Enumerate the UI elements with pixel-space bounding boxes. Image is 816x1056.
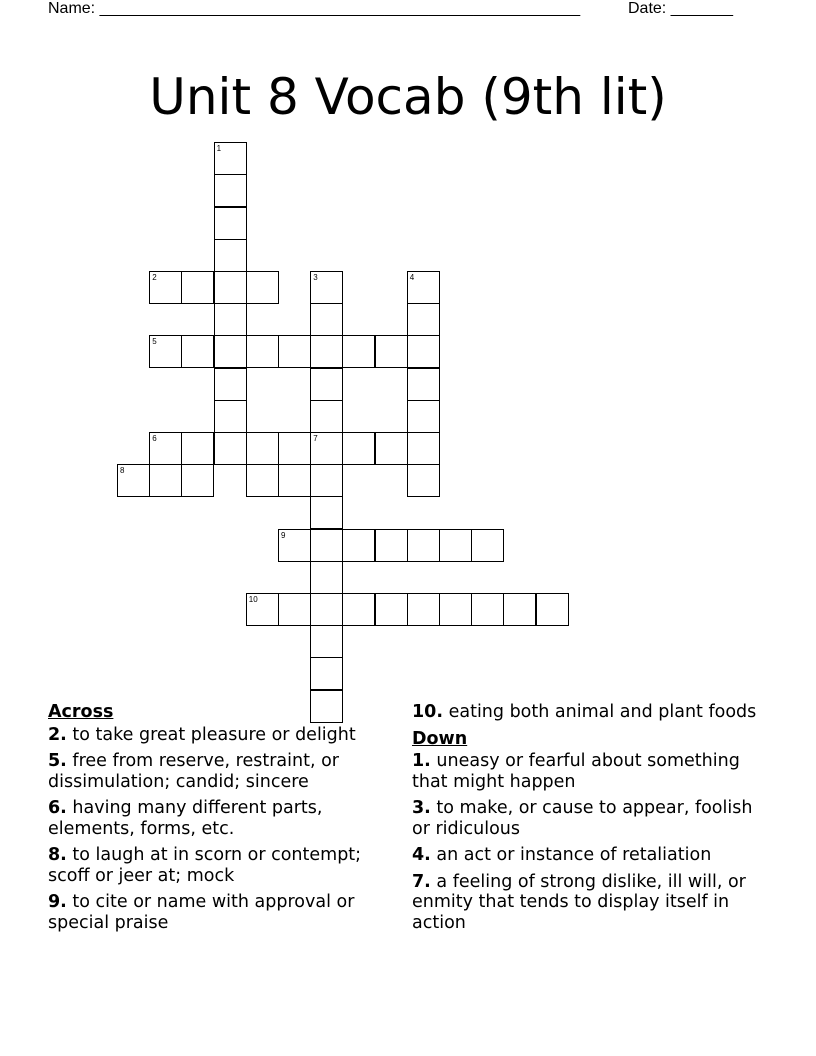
header-row (48, 0, 768, 20)
crossword-cell[interactable] (471, 529, 504, 562)
crossword-cell[interactable] (246, 335, 279, 368)
clue-text: having many different parts, elements, forms, etc. (48, 798, 323, 839)
crossword-cell[interactable] (310, 561, 343, 594)
crossword-cell[interactable] (375, 335, 408, 368)
date-field[interactable] (628, 0, 733, 18)
clue-across-8 (48, 845, 398, 886)
crossword-cell[interactable] (310, 335, 343, 368)
crossword-cell[interactable] (278, 335, 311, 368)
crossword-cell[interactable] (310, 496, 343, 529)
crossword-cell[interactable] (536, 593, 569, 626)
cell-number: 6 (152, 434, 157, 443)
crossword-cell[interactable] (503, 593, 536, 626)
crossword-cell[interactable] (214, 142, 247, 175)
clue-number: 9. (48, 892, 67, 912)
crossword-cell[interactable] (278, 464, 311, 497)
clue-down-4 (412, 845, 762, 866)
clues-column-left (48, 702, 398, 939)
crossword-cell[interactable] (407, 464, 440, 497)
clue-text: eating both animal and plant foods (448, 702, 757, 722)
clue-across-9 (48, 892, 398, 933)
crossword-cell[interactable] (310, 529, 343, 562)
cell-number: 3 (313, 273, 318, 282)
crossword-cell[interactable] (439, 593, 472, 626)
clue-text: a feeling of strong dislike, ill will, or enmity that tends to display itself in action (412, 871, 746, 933)
crossword-cell[interactable] (246, 464, 279, 497)
crossword-cell[interactable] (214, 207, 247, 240)
crossword-cell[interactable] (246, 271, 279, 304)
crossword-cell[interactable] (342, 593, 375, 626)
crossword-cell[interactable] (310, 593, 343, 626)
crossword-cell[interactable] (310, 400, 343, 433)
clue-number: 8. (48, 845, 67, 865)
clue-across-2 (48, 725, 398, 746)
crossword-cell[interactable] (214, 174, 247, 207)
clue-across-10 (412, 702, 762, 723)
cell-number: 7 (313, 434, 318, 443)
crossword-cell[interactable] (342, 335, 375, 368)
name-label: Name: (48, 0, 96, 17)
crossword-cell[interactable] (407, 593, 440, 626)
crossword-cell[interactable] (310, 464, 343, 497)
crossword-cell[interactable] (181, 335, 214, 368)
crossword-cell[interactable] (117, 464, 150, 497)
crossword-cell[interactable] (310, 657, 343, 690)
name-field[interactable] (48, 0, 580, 18)
clue-text: to cite or name with approval or special praise (48, 892, 355, 933)
cell-number: 5 (152, 337, 157, 347)
clue-text: uneasy or fearful about something that might happen (412, 751, 740, 792)
clue-text: an act or instance of retaliation (436, 845, 712, 865)
clue-number: 2. (48, 724, 67, 745)
crossword-cell[interactable] (375, 593, 408, 626)
crossword-cell[interactable] (214, 400, 247, 433)
name-line[interactable]: ______________________________________________________ (99, 0, 581, 17)
clue-text: to make, or cause to appear, foolish or ridiculous (412, 798, 753, 839)
crossword-cell[interactable] (214, 432, 247, 465)
crossword-cell[interactable] (149, 432, 182, 465)
crossword-cell[interactable] (407, 529, 440, 562)
crossword-cell[interactable] (375, 432, 408, 465)
crossword-cell[interactable] (149, 335, 182, 368)
crossword-cell[interactable] (310, 625, 343, 658)
crossword-cell[interactable] (407, 335, 440, 368)
crossword-cell[interactable] (214, 335, 247, 368)
crossword-cell[interactable] (375, 529, 408, 562)
cell-number: 4 (409, 273, 415, 282)
clue-number: 10. (412, 702, 444, 722)
clue-down-3 (412, 798, 762, 839)
cell-number: 1 (216, 144, 222, 154)
crossword-cell[interactable] (246, 432, 279, 465)
clue-down-1 (412, 751, 762, 792)
crossword-cell[interactable] (407, 303, 440, 336)
crossword-cell[interactable] (149, 464, 182, 497)
crossword-cell[interactable] (181, 271, 214, 304)
clue-number: 3. (412, 798, 431, 818)
clue-text: free from reserve, restraint, or dissimulation; candid; sincere (48, 751, 339, 792)
crossword-cell[interactable] (407, 400, 440, 433)
clue-number: 5. (48, 751, 67, 771)
cell-number: 8 (120, 466, 125, 476)
clue-text: to take great pleasure or delight (72, 724, 356, 745)
crossword-cell[interactable] (214, 271, 247, 304)
crossword-cell[interactable] (439, 529, 472, 562)
clue-text: to laugh at in scorn or contempt; scoff or jeer at; mock (48, 845, 362, 886)
down-heading: Down (412, 728, 468, 749)
crossword-cell[interactable] (471, 593, 504, 626)
cell-number: 2 (152, 273, 157, 282)
clue-down-7 (412, 872, 762, 934)
clue-across-5 (48, 751, 398, 792)
crossword-cell[interactable] (214, 303, 247, 336)
clue-number: 1. (412, 751, 431, 771)
crossword-cell[interactable] (246, 593, 279, 626)
crossword-cell[interactable] (407, 368, 440, 401)
crossword-cell[interactable] (278, 593, 311, 626)
across-heading: Across (48, 702, 114, 722)
crossword-cell[interactable] (181, 464, 214, 497)
crossword-cell[interactable] (310, 271, 343, 304)
crossword-cell[interactable] (214, 368, 247, 401)
date-label: Date: (628, 0, 667, 17)
clue-number: 7. (412, 871, 431, 892)
crossword-cell[interactable] (342, 529, 375, 562)
date-line[interactable]: _______ (670, 0, 733, 17)
clue-number: 6. (48, 798, 67, 818)
crossword-cell[interactable] (310, 303, 343, 336)
crossword-cell[interactable] (342, 432, 375, 465)
crossword-cell[interactable] (278, 432, 311, 465)
crossword-cell[interactable] (310, 368, 343, 401)
cell-number: 9 (281, 530, 286, 540)
clue-across-6 (48, 798, 398, 839)
crossword-cell[interactable] (181, 432, 214, 465)
crossword-cell[interactable] (149, 271, 182, 304)
clues-column-right (412, 702, 762, 939)
crossword-cell[interactable] (214, 239, 247, 272)
clue-number: 4. (412, 845, 431, 865)
crossword-cell[interactable] (278, 529, 311, 562)
page-title: Unit 8 Vocab (9th lit) (149, 67, 667, 126)
crossword-cell[interactable] (407, 432, 440, 465)
cell-number: 10 (248, 595, 258, 604)
crossword-cell[interactable] (310, 432, 343, 465)
crossword-cell[interactable] (407, 271, 440, 304)
